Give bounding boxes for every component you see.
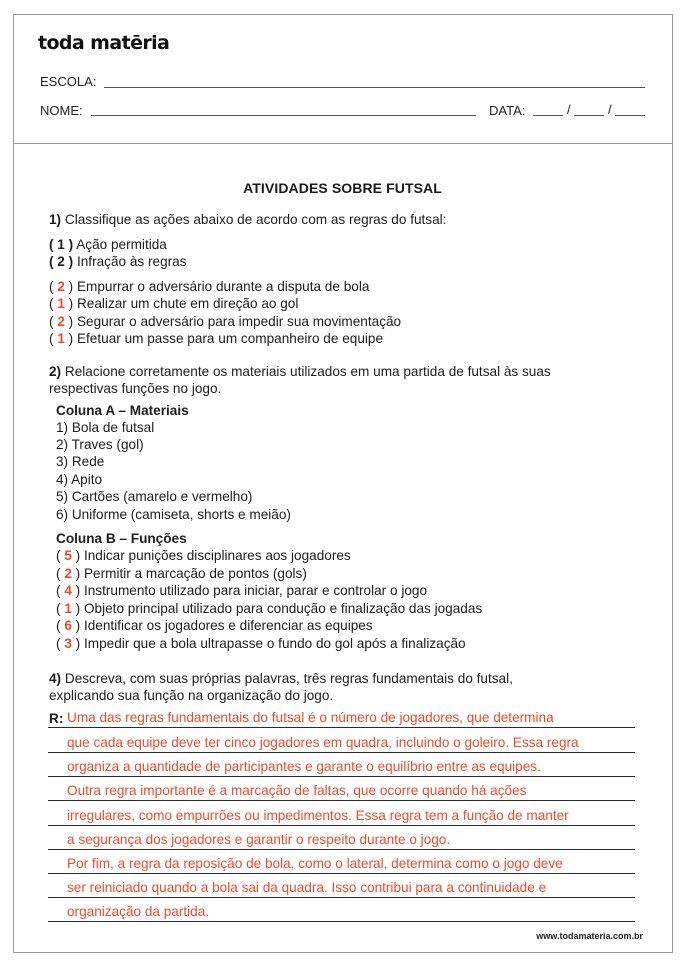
question-2-prompt-cont: respectivas funções no jogo.	[49, 381, 222, 396]
classification-item: ( 1 ) Efetuar um passe para um companheiro de equipe	[49, 331, 384, 346]
date-year-line[interactable]	[615, 115, 645, 116]
column-b-title: Coluna B – Funções	[56, 531, 187, 546]
page-title: ATIVIDADES SOBRE FUTSAL	[243, 180, 442, 196]
column-b-item: ( 4 ) Instrumento utilizado para iniciar, parar e controlar o jogo	[56, 583, 428, 598]
question-4-prompt	[49, 670, 513, 687]
toda-materia-logo: toda matēria	[38, 32, 170, 54]
column-a-item: 1) Bola de futsal	[56, 420, 155, 435]
column-b-item: ( 5 ) Indicar punições disciplinares aos jogadores	[56, 548, 351, 563]
question-text: Classifique as ações abaixo de acordo com as regras do futsal:	[64, 212, 447, 227]
answer-mark[interactable]: 1	[57, 296, 65, 311]
answer-rule	[48, 752, 635, 753]
answer-line-text[interactable]: organiza a quantidade de participantes e garante o equilíbrio entre as equipes.	[67, 759, 541, 774]
answer-line-text[interactable]: organização da partida.	[67, 904, 210, 919]
answer-rule	[48, 800, 635, 801]
answer-mark[interactable]: 1	[64, 601, 72, 616]
question-2-prompt	[49, 363, 551, 380]
answer-mark[interactable]: 6	[64, 618, 72, 633]
legend-item	[49, 236, 167, 253]
column-a-item: 5) Cartões (amarelo e vermelho)	[56, 489, 253, 504]
question-text: Relacione corretamente os materiais utilizados em uma partida de futsal às suas	[64, 364, 551, 379]
item-text: Impedir que a bola ultrapasse o fundo do gol após a finalização	[83, 636, 466, 651]
answer-rule	[48, 727, 635, 728]
answer-rule	[48, 921, 635, 922]
question-1-prompt	[49, 211, 446, 228]
classification-item: ( 1 ) Realizar um chute em direção ao gol	[49, 296, 299, 311]
answer-line-text[interactable]: Outra regra importante é a marcação de faltas, que ocorre quando há ações	[67, 783, 527, 798]
item-text: Segurar o adversário para impedir sua movimentação	[76, 314, 402, 329]
column-b-item: ( 6 ) Identificar os jogadores e diferenciar as equipes	[56, 618, 373, 633]
answer-mark[interactable]: 4	[64, 583, 72, 598]
item-text: Permitir a marcação de pontos (gols)	[83, 566, 307, 581]
answer-line-text[interactable]: Por fim, a regra da reposição de bola, como o lateral, determina como o jogo deve	[67, 856, 563, 871]
legend-item	[49, 253, 187, 270]
name-label: NOME:	[40, 103, 83, 118]
answer-mark[interactable]: 5	[64, 548, 72, 563]
question-number: 1)	[49, 212, 62, 227]
item-text: Objeto principal utilizado para condução e finalização das jogadas	[83, 601, 483, 616]
classification-item: ( 2 ) Segurar o adversário para impedir sua movimentação	[49, 314, 402, 329]
date-separator: /	[567, 102, 571, 117]
answer-rule	[48, 849, 635, 850]
item-text: Efetuar um passe para um companheiro de equipe	[76, 331, 384, 346]
question-4-prompt-cont: explicando sua função na organização do jogo.	[49, 688, 334, 703]
item-text: Realizar um chute em direção ao gol	[76, 296, 299, 311]
legend-label: Infração às regras	[76, 254, 187, 269]
school-input-line[interactable]	[104, 87, 645, 88]
header-divider	[13, 143, 673, 144]
answer-line-text[interactable]: ser reiniciado quando a bola sai da quadra. Isso contribui para a continuidade e	[67, 880, 547, 895]
footer-url: www.todamateria.com.br	[536, 931, 643, 941]
question-text: Descreva, com suas próprias palavras, três regras fundamentais do futsal,	[64, 671, 513, 686]
legend-code: ( 2 )	[49, 254, 74, 269]
answer-line-text[interactable]: a segurança dos jogadores e garantir o respeito durante o jogo.	[67, 832, 451, 847]
answer-mark[interactable]: 2	[64, 566, 72, 581]
date-month-line[interactable]	[574, 115, 604, 116]
answer-rule	[48, 825, 635, 826]
column-b-item: ( 1 ) Objeto principal utilizado para condução e finalização das jogadas	[56, 601, 483, 616]
item-text: Indicar punições disciplinares aos jogadores	[83, 548, 351, 563]
question-number: 2)	[49, 364, 62, 379]
item-text: Instrumento utilizado para iniciar, parar e controlar o jogo	[83, 583, 428, 598]
classification-item: ( 2 ) Empurrar o adversário durante a disputa de bola	[49, 279, 370, 294]
answer-mark[interactable]: 2	[57, 314, 65, 329]
item-text: Empurrar o adversário durante a disputa de bola	[76, 279, 370, 294]
date-separator: /	[608, 102, 612, 117]
answer-rule	[48, 873, 635, 874]
school-label: ESCOLA:	[40, 74, 97, 89]
column-a-title: Coluna A – Materiais	[56, 403, 189, 418]
column-b-item: ( 3 ) Impedir que a bola ultrapasse o fundo do gol após a finalização	[56, 636, 466, 651]
legend-label: Ação permitida	[76, 237, 167, 252]
answer-label: R:	[49, 711, 64, 726]
answer-rule	[48, 776, 635, 777]
answer-mark[interactable]: 1	[57, 331, 65, 346]
date-day-line[interactable]	[533, 115, 563, 116]
answer-line-text[interactable]: irregulares, como empurrões ou impedimentos. Essa regra tem a função de manter	[67, 808, 569, 823]
column-a-item: 3) Rede	[56, 454, 105, 469]
answer-line-text[interactable]: Uma das regras fundamentais do futsal é o número de jogadores, que determina	[67, 710, 554, 725]
column-a-item: 6) Uniforme (camiseta, shorts e meião)	[56, 507, 291, 522]
answer-rule	[48, 897, 635, 898]
item-text: Identificar os jogadores e diferenciar as equipes	[83, 618, 373, 633]
answer-line-text[interactable]: que cada equipe deve ter cinco jogadores em quadra, incluindo o goleiro. Essa regra	[67, 735, 579, 750]
question-number: 4)	[49, 671, 62, 686]
column-a-item: 2) Traves (gol)	[56, 437, 144, 452]
column-b-item: ( 2 ) Permitir a marcação de pontos (gols)	[56, 566, 307, 581]
answer-mark[interactable]: 3	[64, 636, 72, 651]
answer-mark[interactable]: 2	[57, 279, 65, 294]
legend-code: ( 1 )	[49, 237, 74, 252]
column-a-item: 4) Apito	[56, 472, 103, 487]
name-input-line[interactable]	[91, 115, 476, 116]
date-label: DATA:	[489, 103, 526, 118]
